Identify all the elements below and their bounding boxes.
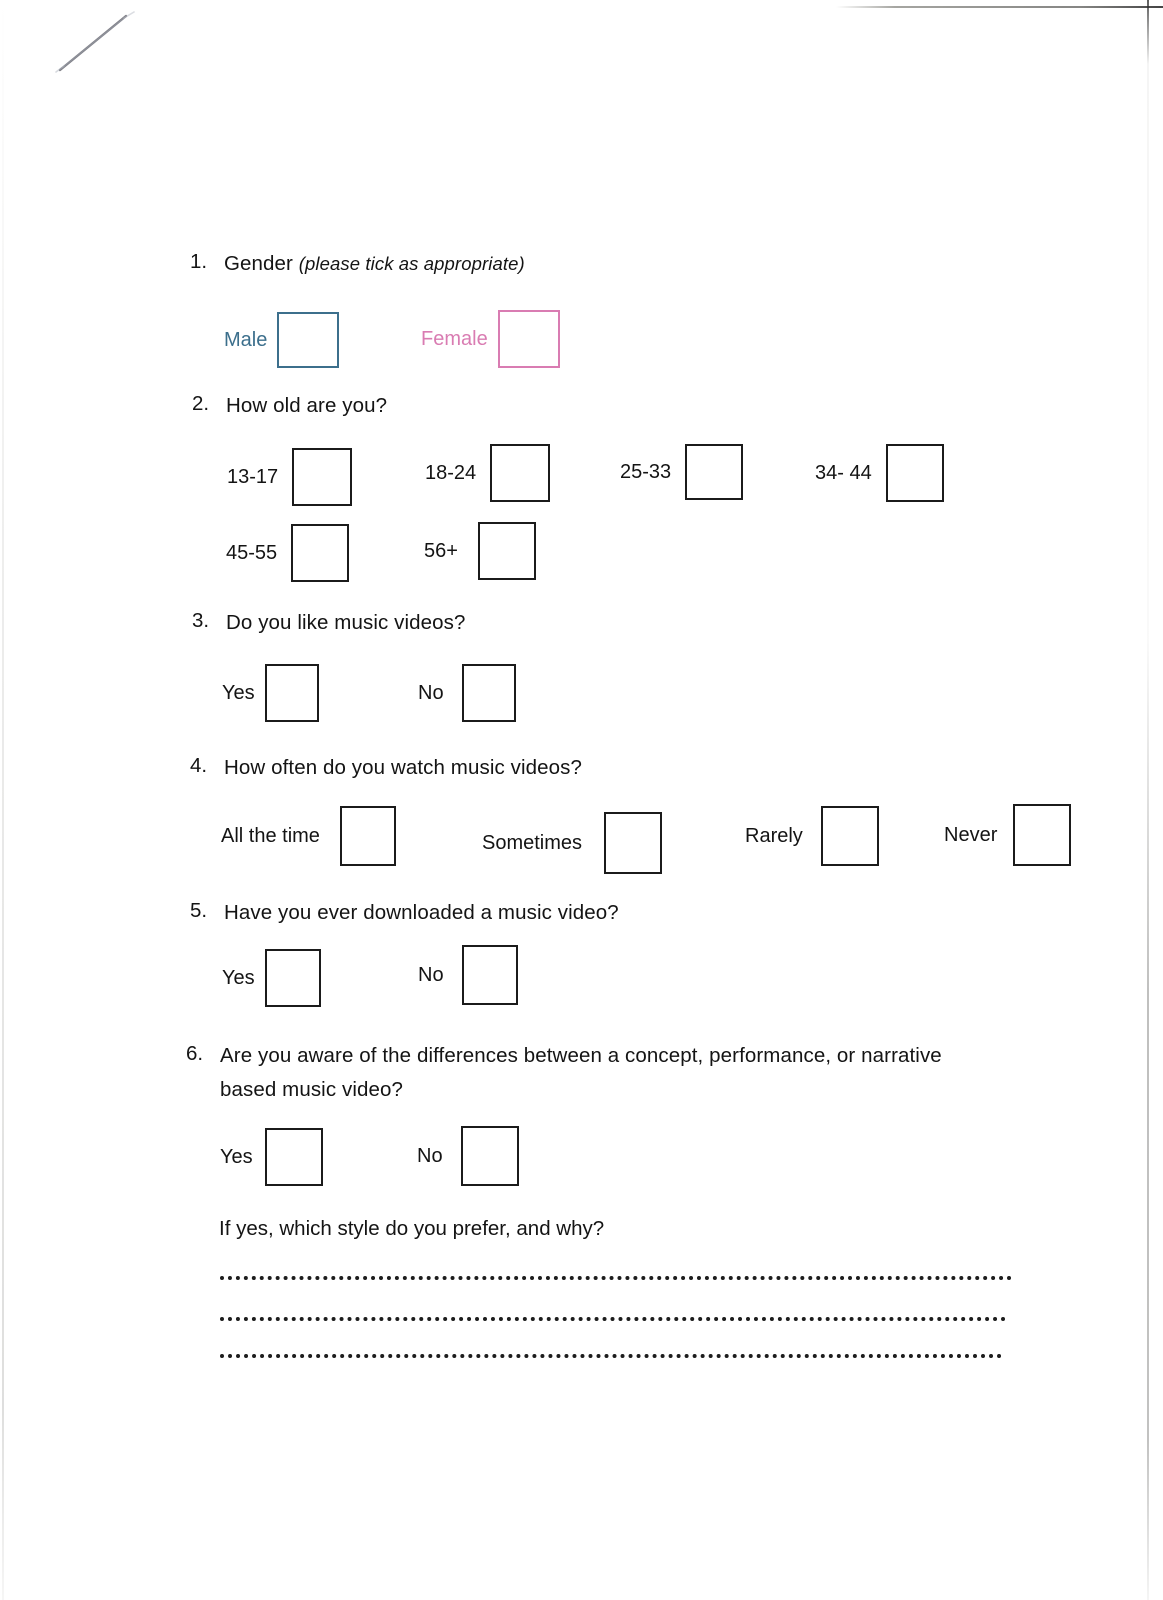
checkbox-female[interactable] [498,310,560,368]
checkbox-q6-yes[interactable] [265,1128,323,1186]
question-5 [190,896,619,930]
question-3 [192,606,466,640]
option-age-45-55-label: 45-55 [226,542,278,564]
checkbox-q5-no[interactable] [462,945,518,1005]
checkbox-age-45-55[interactable] [291,524,349,582]
answer-line-3[interactable] [220,1350,1002,1358]
option-q6-yes-label: Yes [220,1146,253,1168]
question-5-text: Have you ever downloaded a music video? [224,901,619,924]
checkbox-q6-no[interactable] [461,1126,519,1186]
option-q3-no-label: No [418,682,444,704]
option-q3-no[interactable] [418,664,516,722]
checkbox-age-25-33[interactable] [685,444,743,500]
option-age-13-17-label: 13-17 [227,466,279,488]
question-4 [190,751,582,785]
question-1-number: 1. [190,250,208,273]
option-sometimes-label: Sometimes [482,832,583,854]
checkbox-never[interactable] [1013,804,1071,866]
option-age-25-33-label: 25-33 [620,461,672,483]
option-all-the-time[interactable] [221,806,396,866]
scan-edge-right-artifact [1147,0,1149,1600]
option-age-18-24[interactable] [425,444,550,502]
checkbox-q3-no[interactable] [462,664,516,722]
question-1 [190,247,525,281]
option-rarely-label: Rarely [745,825,803,847]
scan-edge-top-artifact [836,6,1163,8]
option-q6-no[interactable] [417,1126,519,1186]
question-4-number: 4. [190,754,208,777]
checkbox-q3-yes[interactable] [265,664,319,722]
checkbox-sometimes[interactable] [604,812,662,874]
question-2-number: 2. [192,392,210,415]
option-q6-yes[interactable] [220,1128,323,1186]
option-q3-yes-label: Yes [222,682,255,704]
option-female-label: Female [421,328,488,350]
checkbox-age-13-17[interactable] [292,448,352,506]
option-age-25-33[interactable] [620,444,743,500]
option-q5-yes[interactable] [222,949,321,1007]
option-all-the-time-label: All the time [221,825,320,847]
option-age-34-44[interactable] [815,444,944,502]
question-3-text: Do you like music videos? [226,611,466,634]
option-q6-no-label: No [417,1145,443,1167]
question-3-number: 3. [192,609,210,632]
question-2 [192,389,387,423]
checkbox-age-34-44[interactable] [886,444,944,502]
question-6-follow-up-prompt: If yes, which style do you prefer, and why? [219,1217,605,1240]
answer-line-1[interactable] [220,1272,1012,1280]
option-age-45-55[interactable] [226,524,349,582]
answer-line-2[interactable] [220,1313,1006,1321]
option-male[interactable] [224,312,339,368]
option-never[interactable] [944,804,1071,866]
option-q5-no[interactable] [418,945,518,1005]
question-1-note: (please tick as appropriate) [298,253,525,274]
option-age-13-17[interactable] [227,448,352,506]
option-q5-yes-label: Yes [222,967,255,989]
question-6-text: Are you aware of the differences between a concept, performance, or narrative based music video? [220,1044,942,1101]
question-1-text [224,247,525,281]
checkbox-rarely[interactable] [821,806,879,866]
option-age-34-44-label: 34- 44 [815,462,872,484]
option-male-label: Male [224,329,268,351]
question-2-text: How old are you? [226,394,388,417]
option-never-label: Never [944,824,998,846]
option-rarely[interactable] [745,806,879,866]
checkbox-all-the-time[interactable] [340,806,396,866]
option-q5-no-label: No [418,964,444,986]
checkbox-age-56-plus[interactable] [478,522,536,580]
option-age-18-24-label: 18-24 [425,462,477,484]
scan-edge-left-artifact [2,0,4,1600]
checkbox-age-18-24[interactable] [490,444,550,502]
question-6-number: 6. [186,1042,204,1065]
question-4-text: How often do you watch music videos? [224,756,582,779]
option-q3-yes[interactable] [222,664,319,722]
option-age-56-plus-label: 56+ [424,540,458,562]
option-female[interactable] [421,310,560,368]
question-5-number: 5. [190,899,208,922]
checkbox-male[interactable] [277,312,339,368]
question-6 [186,1039,976,1107]
option-sometimes[interactable] [482,812,662,874]
checkbox-q5-yes[interactable] [265,949,321,1007]
pen-smudge-artifact [48,6,144,78]
option-age-56-plus[interactable] [424,522,536,580]
question-1-label: Gender [224,252,299,275]
